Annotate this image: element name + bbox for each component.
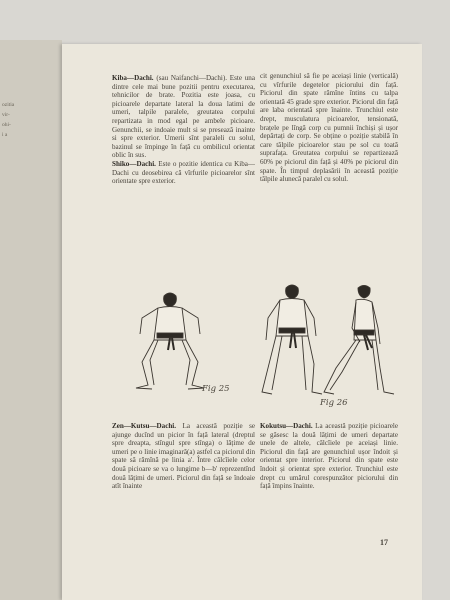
- figure-26-label: Fig 26: [320, 398, 348, 408]
- kokutsu-paragraph: [260, 422, 398, 491]
- left-fragment: ozitia: [2, 102, 15, 108]
- kokutsu-text: La această poziție picioarele se găsesc la două lățimi de umeri departate unele de altele, călcîiele pe aceiași linie. Piciorul din față are genunchiul ușor îndoit și orientat spre interior. Piciorul din spate este îndoit și orientat spre exterior. Trunchiul este drept cu umărul corespunzător piciorului din față împins înainte.: [260, 422, 398, 491]
- figure-25-label: Fig 25: [202, 384, 230, 394]
- left-page-fragments: [2, 100, 22, 140]
- zen-kutsu-paragraph: [112, 422, 255, 491]
- column-right-bottom: [260, 422, 398, 491]
- left-fragment: i a: [2, 132, 8, 138]
- column-left-bottom: [112, 422, 255, 491]
- kiba-dachi-text: (sau Naifanchi—Dachi). Este una dintre cele mai bune pozitii pentru executarea, tehnicilor de brate. Pozitia este joasa, cu picioarele departate lateral la doua latimi de umeri, talpile paralele, greutatea corpului repartizata in mod egal pe ambele picioare. Genunchii, se indoaie mult si se presează inainte si spre exterior. Umerii sînt paraleli cu solul, bazinul se împinge în față cu ombilicul orientat oblic în sus.: [112, 74, 255, 160]
- zen-kutsu-term: Zen—Kutsu—Dachi.: [112, 422, 177, 430]
- column-right-top: [260, 72, 398, 184]
- figure-26-drawing: [260, 284, 400, 399]
- shiko-dachi-paragraph: [112, 160, 255, 186]
- figure-25-drawing: [130, 290, 210, 390]
- zen-kutsu-text: La această poziție se ajunge ducînd un picior în față lateral (dreptul spre dreapta, stîngul spre stînga) o lățime de umeri pe o linie imaginară(a) astfel ca piciorul din spate să rămînă pe linia a'. Între călcîiele celor două picioare se va o lungime b—b' reprezentînd două lățimi de umeri. Piciorul din față se îndoaie atît înainte: [112, 422, 255, 491]
- page-number: 17: [380, 538, 388, 547]
- shiko-dachi-term: Shiko—Dachi.: [112, 159, 156, 168]
- kokutsu-term: Kokutsu—Dachi.: [260, 422, 313, 430]
- kiba-dachi-term: Kiba—Dachi.: [112, 74, 154, 82]
- shiko-dachi-text: Este o pozitie identica cu Kiba—Dachi cu deosebirea că vîrfurile picioarelor sînt orientate spre exterior.: [112, 159, 255, 186]
- zen-kutsu-continuation: cit genunchiul să fie pe aceiași linie (verticală) cu vîrfurile degetelor piciorului din față. Piciorul din spate rămîne întins cu talpa orientată 45 grade spre exterior. Piciorul din față are laba orientată spre înainte. Trunchiul este drept, musculatura picioarelor, tensionată, brațele pe lîngă corp cu pumnii închiși și ușor depărtați de corp. Se obține o poziție stabilă în care tălpile picioarelor stau pe sol cu toată suprafața. Greutatea corpului se repartizează 60% pe piciorul din față și 40% pe piciorul din spate. În timpul deplasării în această poziție tălpile alunecă paralel cu solul.: [260, 72, 398, 184]
- kiba-dachi-paragraph: [112, 74, 255, 160]
- left-fragment: ohi-: [2, 122, 11, 128]
- left-page-edge: [0, 40, 62, 600]
- book-page: [62, 44, 422, 600]
- column-left-top: [112, 74, 255, 186]
- left-fragment: vir-: [2, 112, 10, 118]
